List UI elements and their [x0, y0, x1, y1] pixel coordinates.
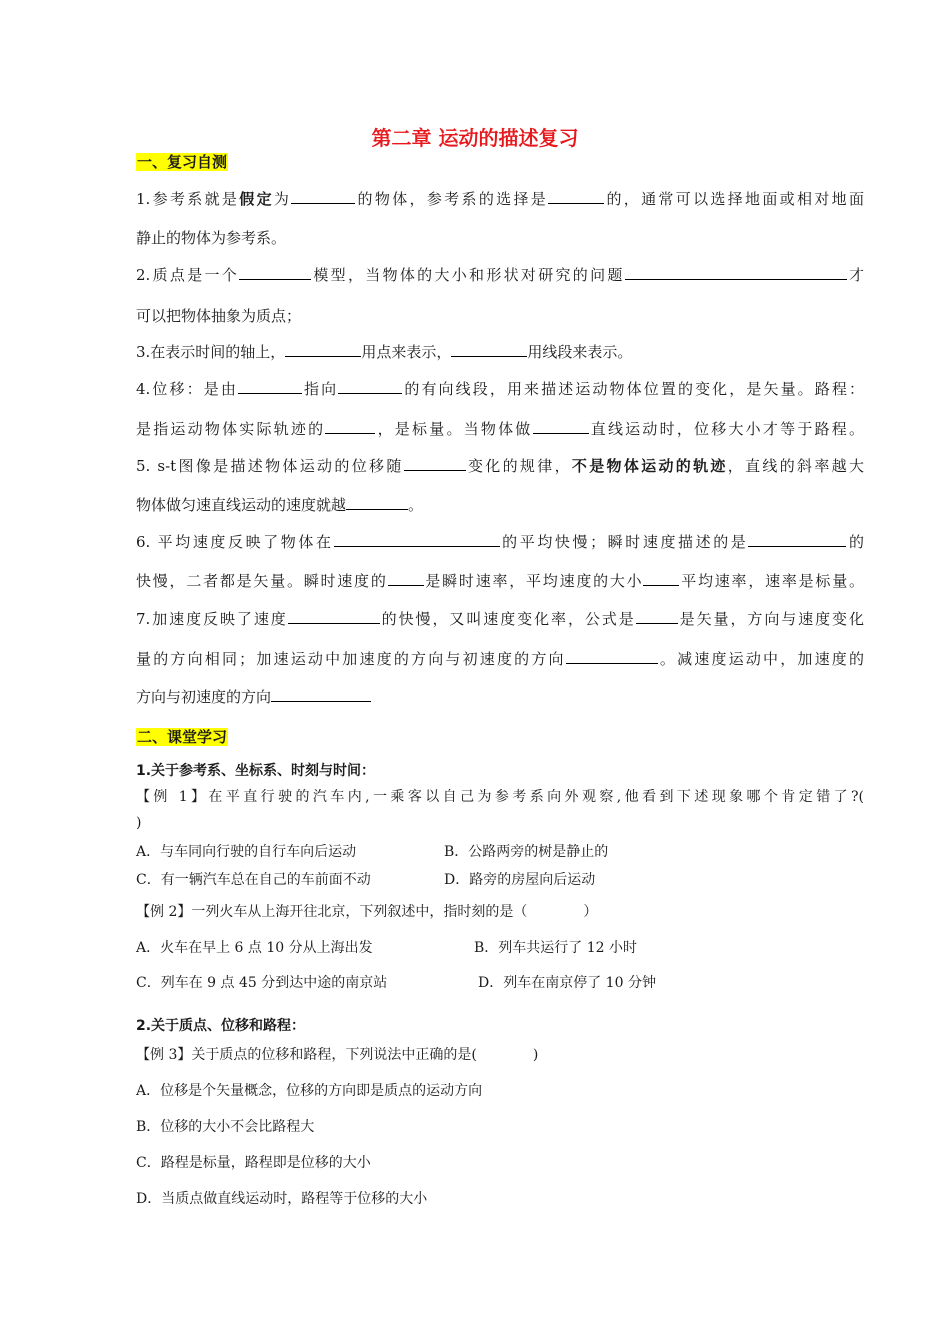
blank[interactable] [643, 570, 679, 586]
subheading-reference-frame: 1.关于参考系、坐标系、时刻与时间： [136, 763, 376, 779]
question-6-line-2: 快慢，二者都是矢量。瞬时速度的 是瞬时速率，平均速度的大小 平均速率，速率是标量。 [136, 572, 864, 590]
blank[interactable] [636, 608, 678, 624]
blank[interactable] [625, 264, 847, 280]
question-4-line-1: 4.位移：是由 指向 的有向线段，用来描述运动物体位置的变化，是矢量。路程： [136, 380, 864, 398]
page-title: 第二章 运动的描述复习 [371, 126, 579, 150]
blank[interactable] [238, 378, 302, 394]
blank[interactable] [338, 378, 402, 394]
example-3-option-d[interactable]: D．当质点做直线运动时，路程等于位移的大小 [136, 1191, 428, 1207]
question-1-line-2: 静止的物体为参考系。 [136, 229, 287, 247]
example-1-option-a[interactable]: A．与车同向行驶的自行车向后运动 [136, 844, 357, 860]
example-1-stem-close: ) [136, 815, 142, 831]
question-3-line: 3.在表示时间的轴上， 用点来表示， 用线段来表示。 [136, 343, 633, 361]
example-3-option-a[interactable]: A．位移是个矢量概念，位移的方向即是质点的运动方向 [136, 1083, 483, 1099]
question-5-line-1: 5. s-t图像是描述物体运动的位移随 变化的规律，不是物体运动的轨迹，直线的斜率越大 [136, 457, 864, 475]
blank[interactable] [533, 418, 589, 434]
question-7-line-3: 方向与初速度的方向 [136, 686, 864, 708]
question-2-line-1: 2.质点是一个 模型，当物体的大小和形状对研究的问题 才 [136, 266, 864, 284]
example-1-option-d[interactable]: D．路旁的房屋向后运动 [444, 872, 596, 888]
blank[interactable] [748, 531, 846, 547]
blank[interactable] [325, 418, 375, 434]
blank[interactable] [239, 264, 311, 280]
blank[interactable] [388, 570, 424, 586]
blank[interactable] [566, 648, 658, 664]
question-2-line-2: 可以把物体抽象为质点； [136, 307, 302, 325]
question-5-line-2: 物体做匀速直线运动的速度就越 。 [136, 496, 424, 514]
example-3-stem: 【例 3】关于质点的位移和路程，下列说法中正确的是( ) [136, 1047, 539, 1063]
question-1-line-1: 1.参考系就是假定为 的物体，参考系的选择是 的，通常可以选择地面或相对地面 [136, 190, 864, 208]
blank[interactable] [334, 531, 500, 547]
question-7-line-1: 7.加速度反映了速度 的快慢，又叫速度变化率，公式是 是矢量，方向与速度变化 [136, 610, 864, 628]
blank[interactable] [291, 188, 355, 204]
blank[interactable] [548, 188, 604, 204]
example-1-option-b[interactable]: B．公路两旁的树是静止的 [444, 844, 609, 860]
example-2-option-a[interactable]: A．火车在早上 6 点 10 分从上海出发 [136, 940, 373, 956]
blank[interactable] [404, 455, 466, 471]
blank[interactable] [451, 341, 527, 357]
example-2-option-d[interactable]: D．列车在南京停了 10 分钟 [478, 975, 656, 991]
section-heading-classroom: 二、课堂学习 [137, 728, 228, 746]
blank[interactable] [271, 686, 371, 702]
blank[interactable] [285, 341, 361, 357]
subheading-particle-displacement: 2.关于质点、位移和路程： [136, 1018, 306, 1034]
blank[interactable] [288, 608, 380, 624]
question-6-line-1: 6. 平均速度反映了物体在 的平均快慢；瞬时速度描述的是 的 [136, 533, 864, 551]
example-1-option-c[interactable]: C．有一辆汽车总在自己的车前面不动 [136, 872, 371, 888]
blank[interactable] [346, 494, 408, 510]
example-2-option-c[interactable]: C．列车在 9 点 45 分到达中途的南京站 [136, 975, 388, 991]
example-3-option-c[interactable]: C．路程是标量，路程即是位移的大小 [136, 1155, 371, 1171]
question-4-line-2: 是指运动物体实际轨迹的 ，是标量。当物体做 直线运动时，位移大小才等于路程。 [136, 420, 864, 438]
section-heading-self-test: 一、复习自测 [137, 153, 228, 171]
example-2-stem: 【例 2】一列火车从上海开往北京，下列叙述中，指时刻的是（ ） [136, 904, 598, 920]
example-1-stem: 【例 1】在平直行驶的汽车内,一乘客以自己为参考系向外观察,他看到下述现象哪个肯定错了?( [136, 789, 864, 805]
question-7-line-2: 量的方向相同；加速运动中加速度的方向与初速度的方向 。减速度运动中，加速度的 [136, 650, 864, 668]
example-2-option-b[interactable]: B．列车共运行了 12 小时 [474, 940, 638, 956]
example-3-option-b[interactable]: B．位移的大小不会比路程大 [136, 1119, 315, 1135]
